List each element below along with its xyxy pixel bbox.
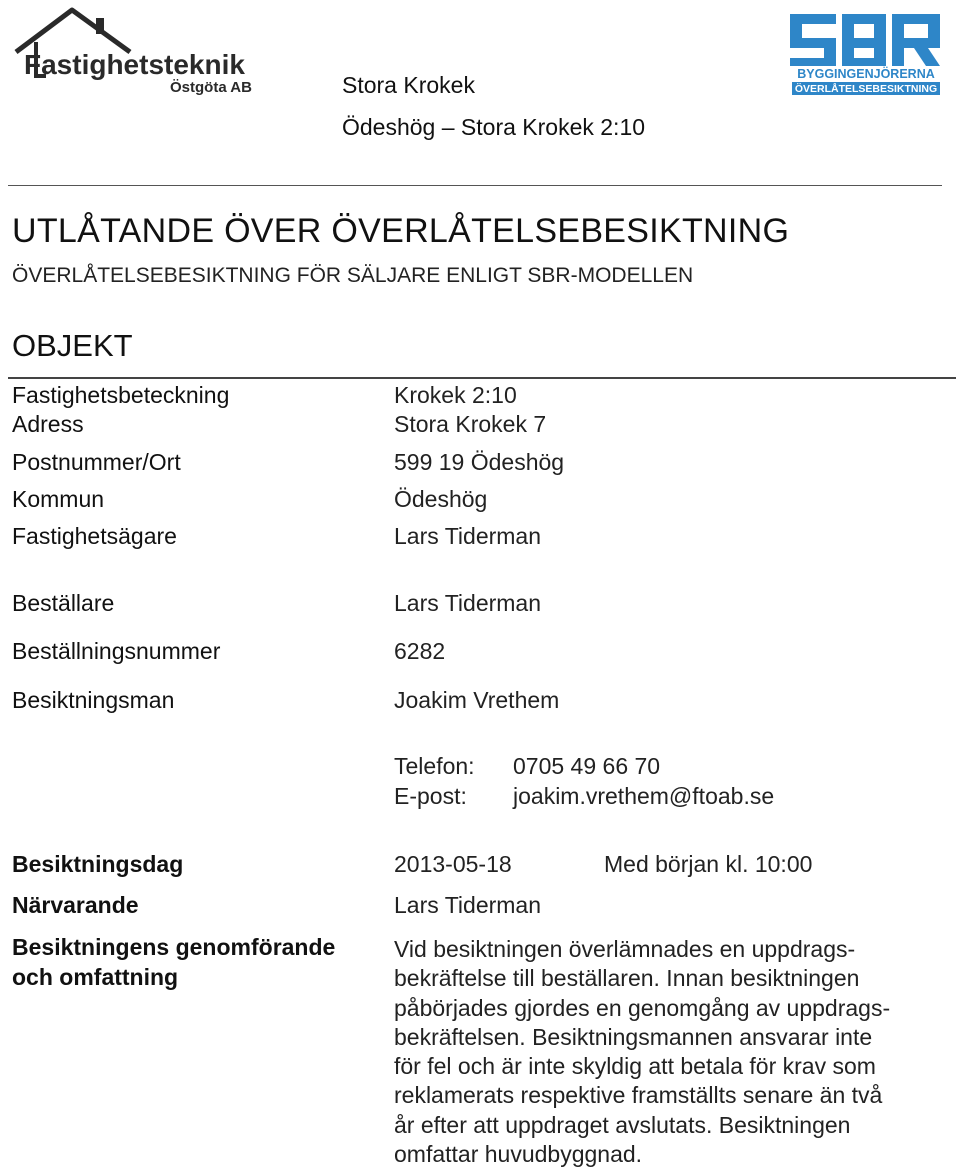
header-line-2: Ödeshög – Stora Krokek 2:10 bbox=[342, 114, 646, 140]
scope-line: omfattar huvudbyggnad. bbox=[394, 1141, 643, 1168]
label-telefon: Telefon: bbox=[394, 753, 475, 779]
value-bestallare: Lars Tiderman bbox=[394, 590, 542, 616]
scope-line: påbörjades gjordes en genomgång av uppdrags- bbox=[394, 994, 891, 1021]
label-genomforande-line2: och omfattning bbox=[12, 964, 179, 990]
label-genomforande bbox=[12, 932, 335, 992]
label-epost: E-post: bbox=[394, 783, 467, 809]
header-divider bbox=[8, 185, 942, 186]
logo-left-text: Fastighetsteknik bbox=[24, 49, 245, 80]
fastighetsteknik-logo bbox=[10, 4, 270, 96]
label-postnummer: Postnummer/Ort bbox=[12, 449, 181, 475]
label-kommun: Kommun bbox=[12, 486, 105, 512]
scope-paragraph bbox=[394, 935, 942, 1169]
sbr-logo-line1: BYGGINGENJÖRERNA bbox=[797, 67, 935, 81]
value-bestallningsnummer: 6282 bbox=[394, 638, 446, 664]
value-telefon: 0705 49 66 70 bbox=[513, 753, 661, 779]
value-besiktningsman: Joakim Vrethem bbox=[394, 687, 560, 713]
scope-line: Vid besiktningen överlämnades en uppdrags- bbox=[394, 936, 856, 962]
label-besiktningsman: Besiktningsman bbox=[12, 687, 175, 713]
scope-line: bekräftelse till beställaren. Innan besiktningen bbox=[394, 965, 860, 992]
section-heading-objekt: OBJEKT bbox=[12, 328, 133, 363]
value-besiktningsdag: 2013-05-18 bbox=[394, 851, 512, 877]
sbr-letters bbox=[790, 14, 940, 66]
label-genomforande-line1: Besiktningens genomförande bbox=[12, 934, 336, 960]
value-epost: joakim.vrethem@ftoab.se bbox=[513, 783, 775, 809]
label-besiktningsdag: Besiktningsdag bbox=[12, 851, 184, 877]
logo-left-subtext: Östgöta AB bbox=[170, 79, 252, 96]
document-title: UTLÅTANDE ÖVER ÖVERLÅTELSEBESIKTNING bbox=[12, 212, 790, 250]
sbr-logo bbox=[788, 14, 944, 96]
label-fastighetsbeteckning: Fastighetsbeteckning bbox=[12, 382, 230, 408]
label-bestallningsnummer: Beställningsnummer bbox=[12, 638, 221, 664]
scope-line: för fel och är inte skyldig att betala för krav som bbox=[394, 1053, 876, 1080]
label-bestallare: Beställare bbox=[12, 590, 115, 616]
value-kommun: Ödeshög bbox=[394, 486, 488, 512]
header-line-1: Stora Krokek bbox=[342, 72, 475, 98]
value-postnummer: 599 19 Ödeshög bbox=[394, 449, 565, 475]
label-narvarande: Närvarande bbox=[12, 892, 139, 918]
value-narvarande: Lars Tiderman bbox=[394, 892, 542, 918]
scope-line: reklamerats respektive framställts senare än två bbox=[394, 1082, 883, 1109]
value-fastighetsbeteckning: Krokek 2:10 bbox=[394, 382, 517, 408]
section-divider bbox=[8, 377, 956, 379]
value-fastighetsagare: Lars Tiderman bbox=[394, 523, 542, 549]
scope-line: bekräftelsen. Besiktningsmannen ansvarar inte bbox=[394, 1023, 873, 1050]
value-adress: Stora Krokek 7 bbox=[394, 411, 547, 437]
scope-line: år efter att uppdraget avslutats. Besiktningen bbox=[394, 1111, 851, 1138]
label-adress: Adress bbox=[12, 411, 84, 437]
document-subtitle: ÖVERLÅTELSEBESIKTNING FÖR SÄLJARE ENLIGT SBR-MODELLEN bbox=[12, 264, 694, 287]
label-fastighetsagare: Fastighetsägare bbox=[12, 523, 177, 549]
value-start-time: Med början kl. 10:00 bbox=[604, 851, 813, 877]
sbr-logo-line2: ÖVERLÅTELSEBESIKTNING bbox=[794, 83, 938, 95]
